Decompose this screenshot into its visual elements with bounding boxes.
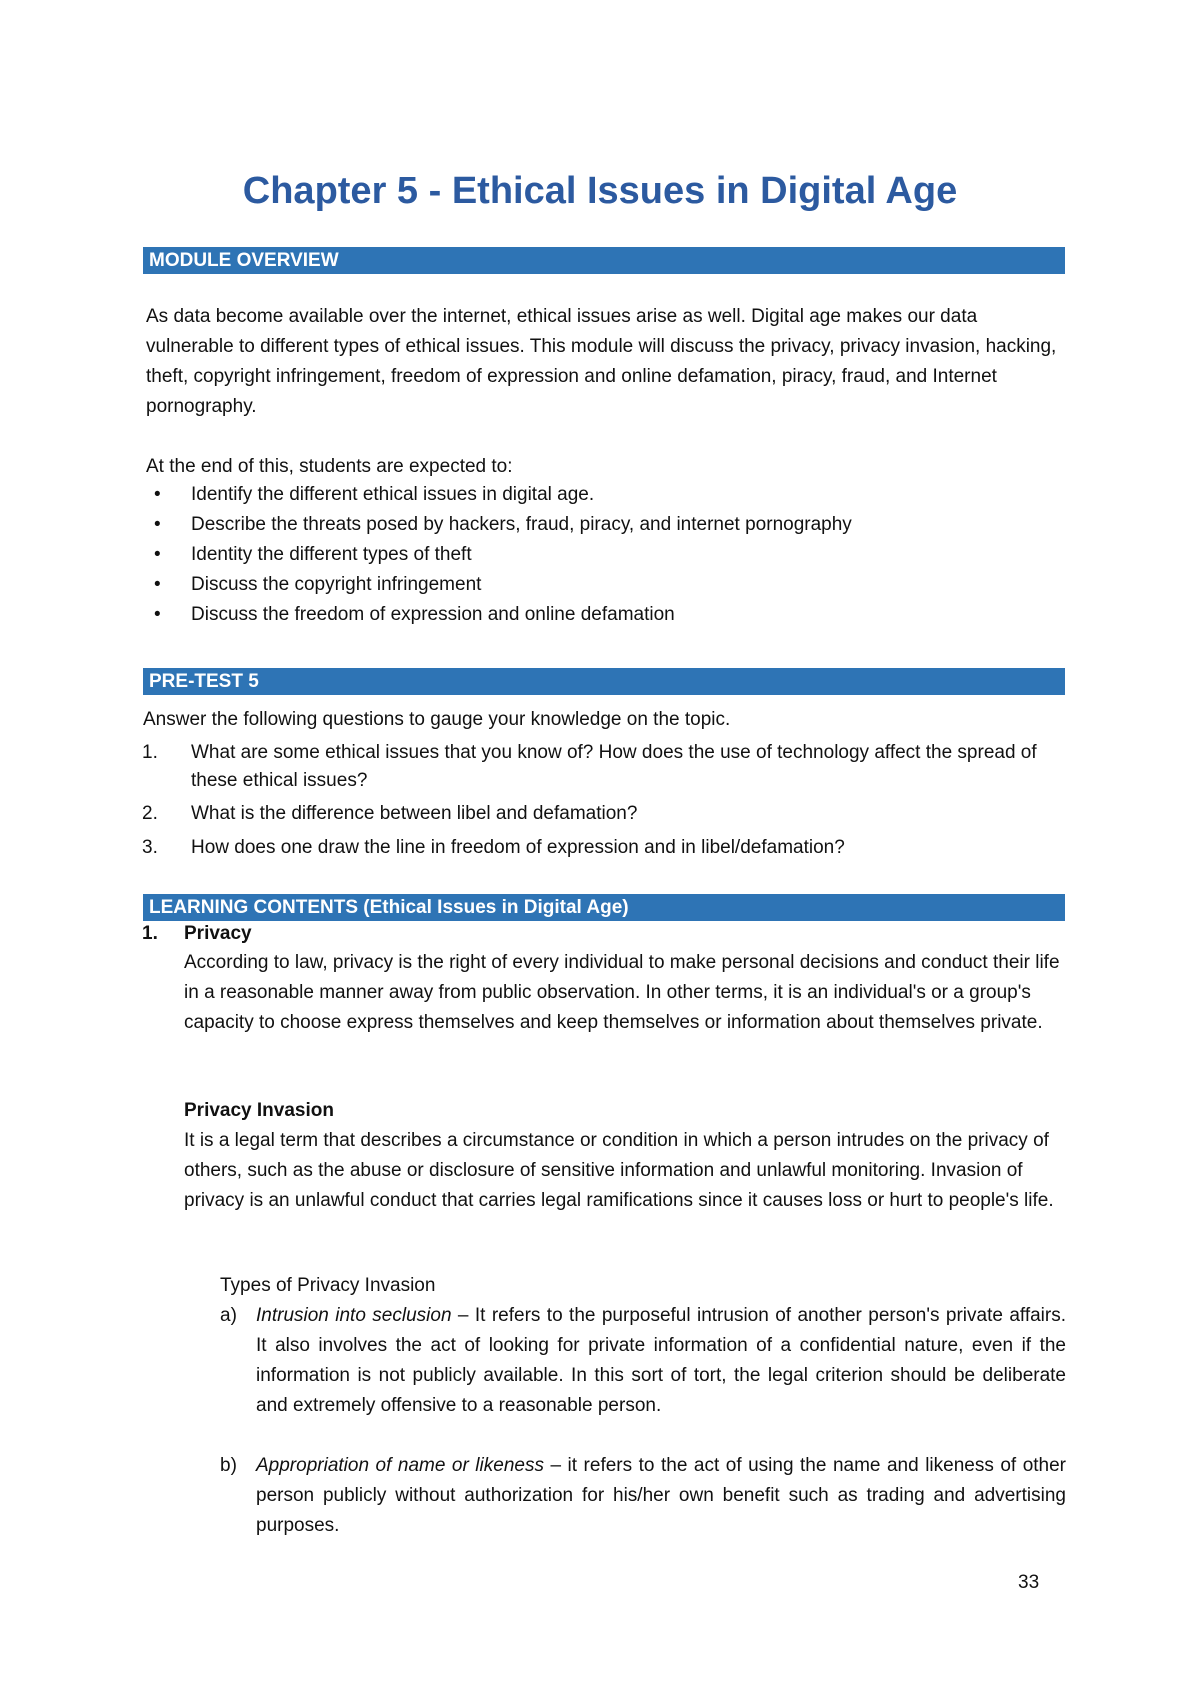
module-overview-header: MODULE OVERVIEW <box>143 247 1065 274</box>
objectives-intro: At the end of this, students are expected to: <box>146 456 513 477</box>
separator: – <box>543 1455 568 1476</box>
definition: It refers to the purposeful intrusion of another person's private affairs. It also involves the act of looking for private information of a confidential nature, even if the information is not publicly available. In this sort of tort, the legal criterion should be deliberate and extremely offensive to a reasonable person. <box>256 1305 1067 1416</box>
pretest-header: PRE-TEST 5 <box>143 668 1065 695</box>
learning-contents-header: LEARNING CONTENTS (Ethical Issues in Digital Age) <box>143 894 1065 921</box>
bullet-icon: • <box>154 514 161 535</box>
privacy-paragraph: According to law, privacy is the right of every individual to make personal decisions and conduct their life in a reasonable manner away from public observation. In other terms, it is an individual's or a group's capacity to choose express themselves and keep themselves or information about themselves private. <box>184 952 1060 1033</box>
types-title: Types of Privacy Invasion <box>220 1275 436 1296</box>
term: Appropriation of name or likeness <box>256 1455 544 1476</box>
pretest-intro: Answer the following questions to gauge your knowledge on the topic. <box>143 709 731 730</box>
section-number: 1. <box>142 923 158 944</box>
list-item: Identify the different ethical issues in digital age. <box>191 484 595 505</box>
definition: it refers to the act of using the name and likeness of other person publicly without authorization for his/her own benefit such as trading and advertising purposes. <box>256 1455 1066 1536</box>
question-number: 1. <box>142 742 158 763</box>
separator: – <box>451 1305 475 1326</box>
invasion-paragraph: It is a legal term that describes a circumstance or condition in which a person intrudes on the privacy of others, such as the abuse or disclosure of sensitive information and unlawful monitoring. Invasion of privacy is an unlawful conduct that carries legal ramifications since it causes loss or hurt to people's life. <box>184 1130 1054 1211</box>
list-item: Discuss the freedom of expression and online defamation <box>191 604 675 625</box>
question-text: What is the difference between libel and defamation? <box>191 803 638 824</box>
list-item <box>256 1451 1066 1541</box>
subsection-title-invasion: Privacy Invasion <box>184 1100 334 1121</box>
list-label: b) <box>220 1455 237 1476</box>
bullet-icon: • <box>154 604 161 625</box>
list-item: Describe the threats posed by hackers, fraud, piracy, and internet pornography <box>191 514 852 535</box>
bullet-icon: • <box>154 574 161 595</box>
page-title: Chapter 5 - Ethical Issues in Digital Age <box>242 170 958 212</box>
list-item: Discuss the copyright infringement <box>191 574 482 595</box>
question-text: How does one draw the line in freedom of expression and in libel/defamation? <box>191 837 845 858</box>
section-title-privacy: Privacy <box>184 923 252 944</box>
overview-paragraph: As data become available over the internet, ethical issues arise as well. Digital age makes our data vulnerable to different types of ethical issues. This module will discuss the privacy, privacy invasion, hacking, theft, copyright infringement, freedom of expression and online defamation, piracy, fraud, and Internet pornography. <box>146 306 1057 417</box>
question-number: 2. <box>142 803 158 824</box>
bullet-icon: • <box>154 484 161 505</box>
list-label: a) <box>220 1305 237 1326</box>
list-item <box>256 1301 1066 1421</box>
term: Intrusion into seclusion <box>256 1305 452 1326</box>
page-number: 33 <box>1018 1572 1040 1593</box>
bullet-icon: • <box>154 544 161 565</box>
question-text: What are some ethical issues that you know of? How does the use of technology affect the spread of these ethical issues? <box>191 742 1037 791</box>
list-item: Identity the different types of theft <box>191 544 472 565</box>
question-number: 3. <box>142 837 158 858</box>
